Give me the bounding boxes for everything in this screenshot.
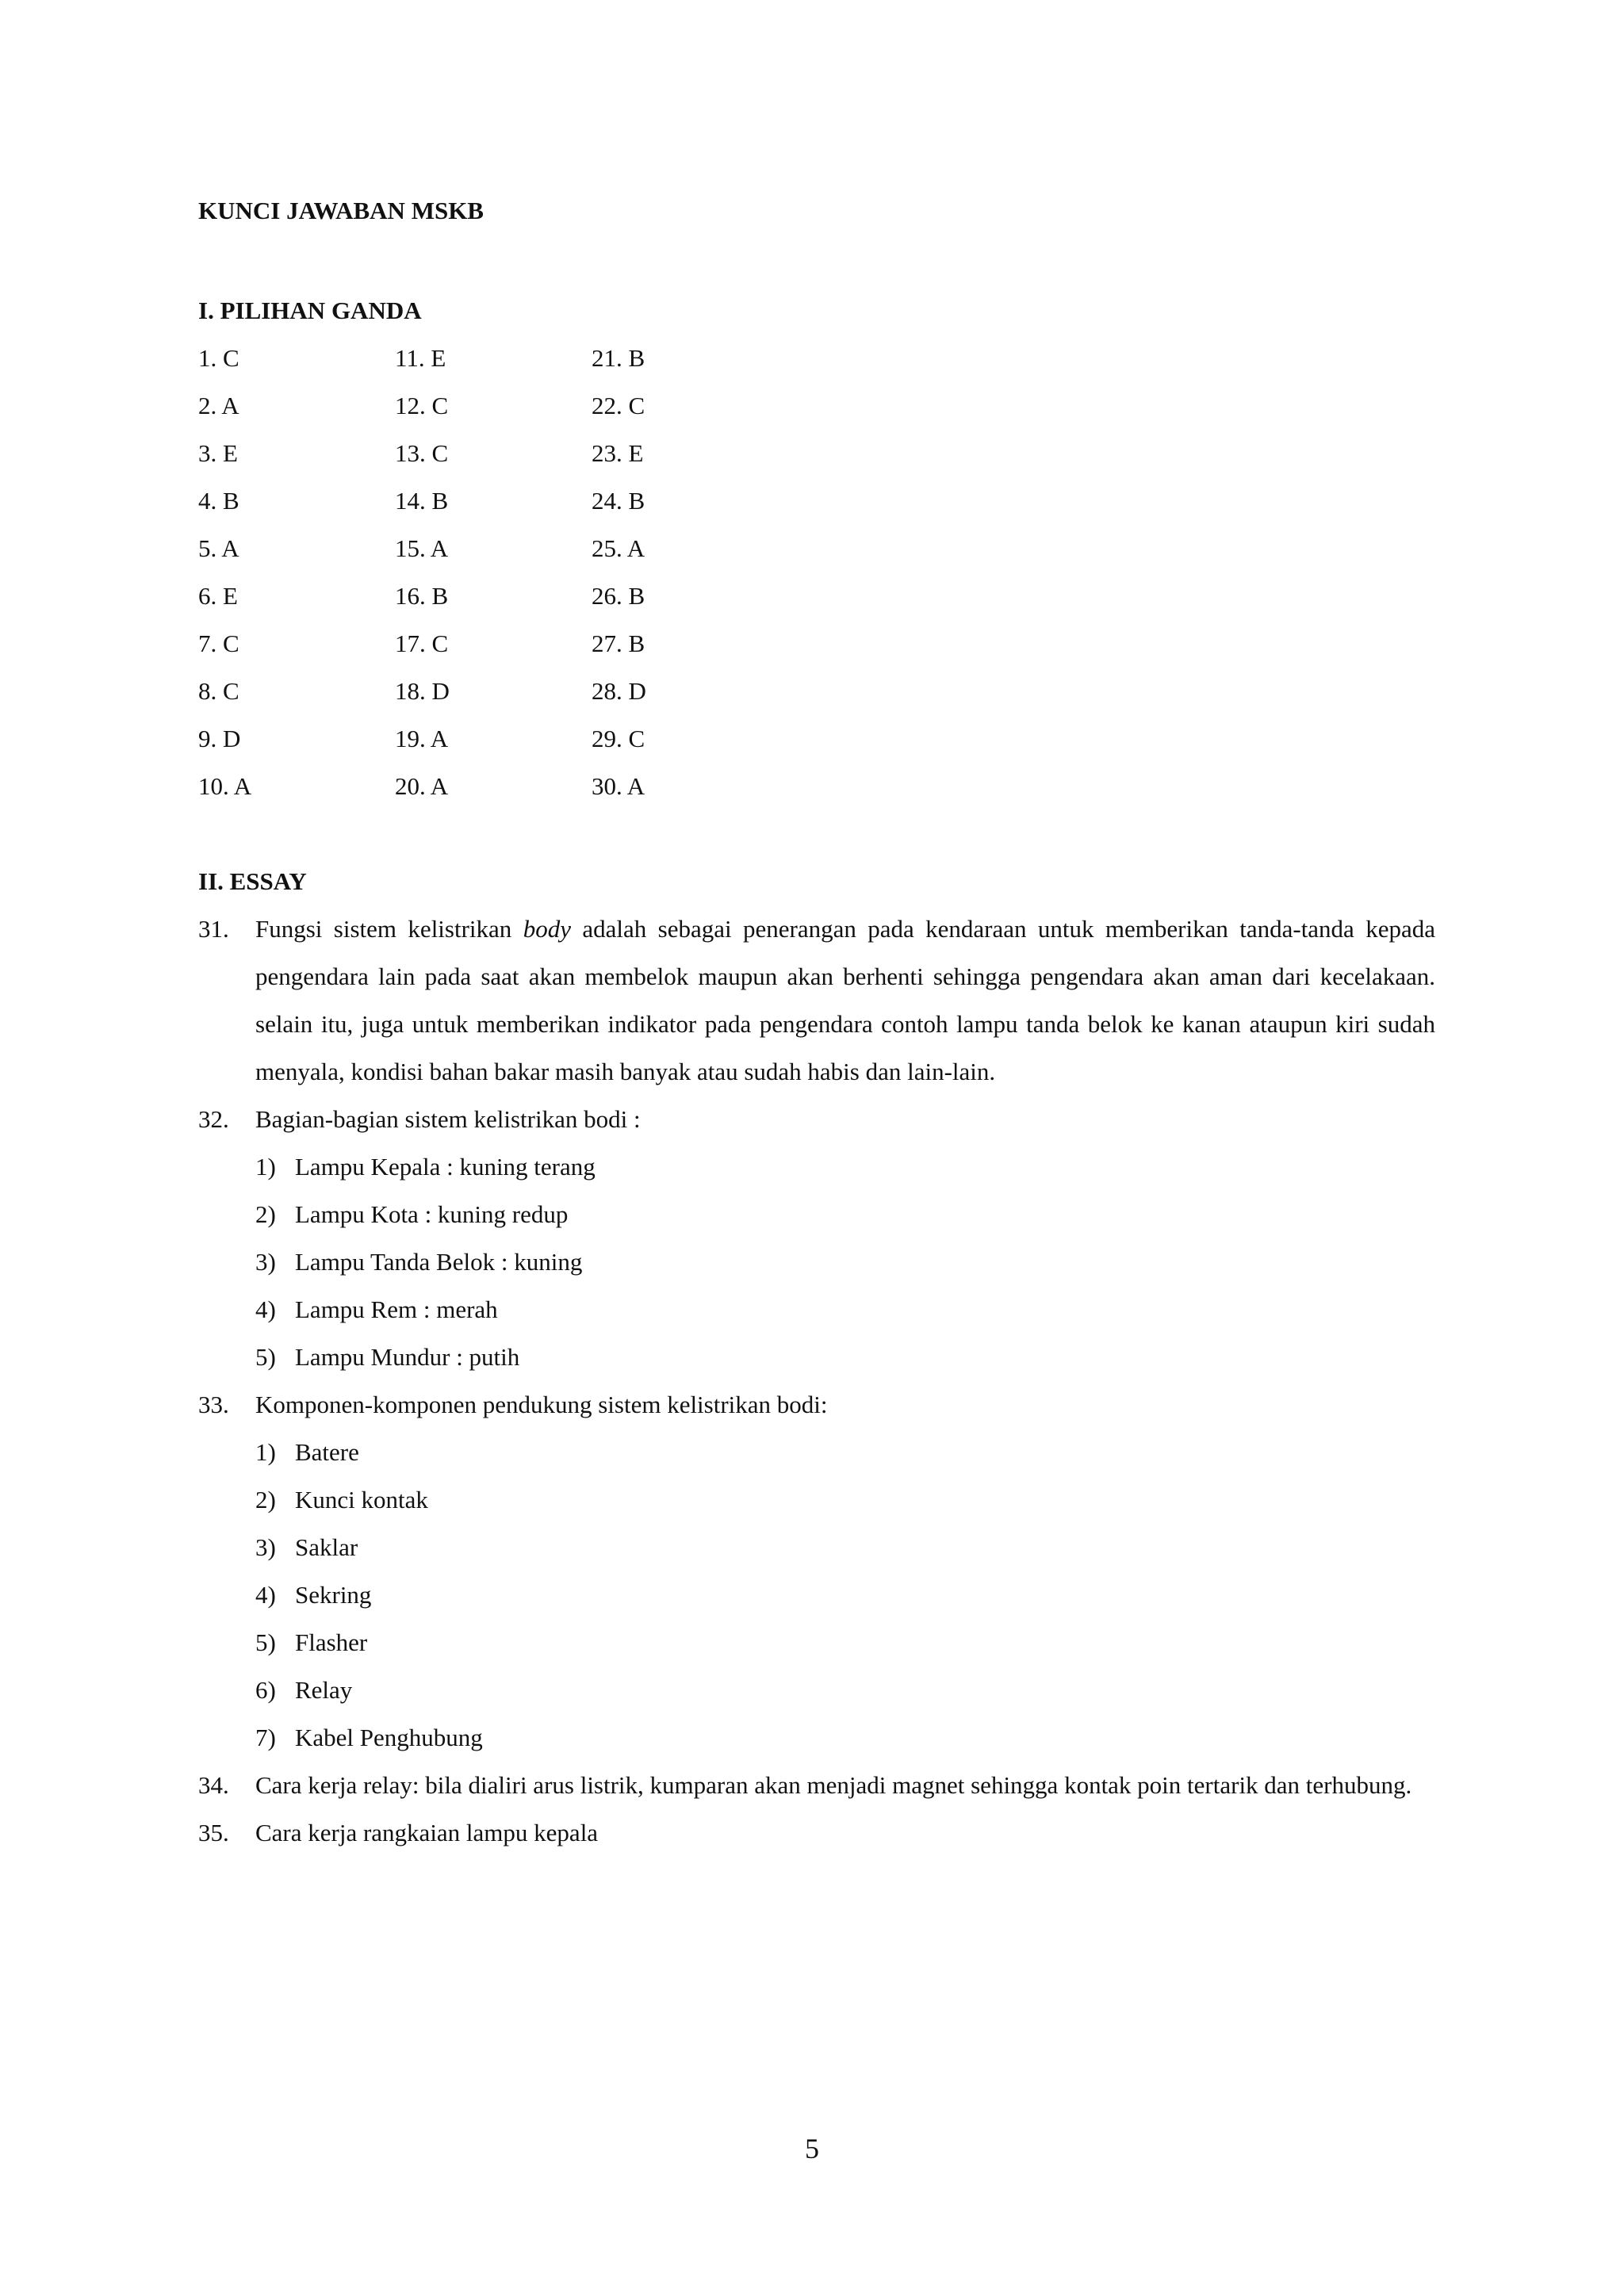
answer-cell: 19. A (395, 725, 449, 752)
question-number: 32. (198, 1105, 229, 1133)
list-item (198, 1191, 1435, 1238)
answer-cell: 24. B (592, 487, 645, 515)
spacer (198, 810, 1435, 858)
list-item (198, 1571, 1435, 1619)
list-item-text: Lampu Rem : merah (295, 1295, 498, 1323)
answer-row (198, 335, 1435, 382)
answer-text: Fungsi sistem kelistrikan (255, 915, 523, 943)
answer-cell: 15. A (395, 534, 449, 562)
essay-answer-35 (198, 1809, 1435, 1857)
page-number: 5 (805, 2133, 819, 2164)
document-title: KUNCI JAWABAN MSKB (198, 197, 484, 224)
list-item-text: Batere (295, 1438, 359, 1466)
essay-answer-32 (198, 1096, 1435, 1143)
list-item-text: Saklar (295, 1533, 358, 1561)
answer-row (198, 715, 1435, 763)
answer-cell: 21. B (592, 344, 645, 372)
list-item-text: Kabel Penghubung (295, 1724, 483, 1751)
list-item (198, 1476, 1435, 1524)
list-item-number: 5) (255, 1343, 276, 1371)
answer-text: Bagian-bagian sistem kelistrikan bodi : (255, 1105, 641, 1133)
question-number: 35. (198, 1819, 229, 1846)
list-item (198, 1334, 1435, 1381)
list-item (198, 1667, 1435, 1714)
list-item-number: 4) (255, 1581, 276, 1609)
answer-text: Komponen-komponen pendukung sistem kelistrikan bodi: (255, 1391, 828, 1418)
answer-cell: 3. E (198, 439, 238, 467)
answer-cell: 30. A (592, 772, 645, 800)
answer-row (198, 668, 1435, 715)
answer-cell: 27. B (592, 629, 645, 657)
list-item-number: 2) (255, 1200, 276, 1228)
list-item (198, 1238, 1435, 1286)
answer-cell: 26. B (592, 582, 645, 610)
list-item (198, 1714, 1435, 1762)
answer-row (198, 477, 1435, 525)
section-heading-essay: II. ESSAY (198, 867, 307, 895)
answer-cell: 17. C (395, 629, 449, 657)
list-item-number: 3) (255, 1533, 276, 1561)
answer-row (198, 382, 1435, 430)
list-item-number: 4) (255, 1295, 276, 1323)
list-item (198, 1429, 1435, 1476)
list-item-number: 7) (255, 1724, 276, 1751)
answer-cell: 2. A (198, 392, 239, 419)
answer-cell: 12. C (395, 392, 449, 419)
section-heading-multiple-choice: I. PILIHAN GANDA (198, 297, 422, 324)
list-item-text: Lampu Kepala : kuning terang (295, 1153, 596, 1181)
answer-row (198, 763, 1435, 810)
answer-text: Cara kerja rangkaian lampu kepala (255, 1819, 599, 1846)
list-item (198, 1286, 1435, 1334)
question-number: 34. (198, 1771, 229, 1799)
question-number: 33. (198, 1391, 229, 1418)
list-item-number: 5) (255, 1628, 276, 1656)
essay-answer-31 (198, 905, 1435, 1096)
answer-emphasis: body (523, 915, 571, 943)
list-item-text: Lampu Mundur : putih (295, 1343, 520, 1371)
answer-cell: 5. A (198, 534, 239, 562)
list-item-number: 2) (255, 1486, 276, 1513)
answer-row (198, 620, 1435, 668)
essay-answer-33 (198, 1381, 1435, 1429)
list-item-text: Flasher (295, 1628, 368, 1656)
answer-row (198, 430, 1435, 477)
list-item-text: Kunci kontak (295, 1486, 428, 1513)
list-item-number: 1) (255, 1438, 276, 1466)
answer-cell: 11. E (395, 344, 446, 372)
answer-cell: 16. B (395, 582, 449, 610)
answer-cell: 10. A (198, 772, 252, 800)
answer-text: Cara kerja relay: bila dialiri arus listrik, kumparan akan menjadi magnet sehingga kontak poin tertarik dan terhubung. (255, 1771, 1412, 1799)
page-content (198, 192, 1435, 1857)
essay-answer-34 (198, 1762, 1435, 1809)
list-item (198, 1143, 1435, 1191)
list-item-text: Lampu Tanda Belok : kuning (295, 1248, 583, 1276)
list-item-text: Sekring (295, 1581, 372, 1609)
answer-cell: 7. C (198, 629, 239, 657)
list-item (198, 1619, 1435, 1667)
answer-cell: 20. A (395, 772, 449, 800)
list-item-text: Lampu Kota : kuning redup (295, 1200, 569, 1228)
answer-cell: 4. B (198, 487, 239, 515)
answer-cell: 25. A (592, 534, 645, 562)
list-item-number: 1) (255, 1153, 276, 1181)
list-item-text: Relay (295, 1676, 353, 1704)
answer-row (198, 572, 1435, 620)
answer-key-table (198, 335, 1435, 810)
answer-cell: 28. D (592, 677, 646, 705)
answer-text: adalah sebagai penerangan pada kendaraan untuk memberikan tanda-tanda kepada pengendara lain pada saat akan membelok maupun akan berhenti sehingga pengendara akan aman dari kecelakaan. selain itu, juga untuk memberikan indikator pada pengendara contoh lampu tanda belok ke kanan ataupun kiri sudah menyala, kondisi bahan bakar masih banyak atau sudah habis dan lain-lain. (255, 915, 1435, 1085)
list-item-number: 6) (255, 1676, 276, 1704)
answer-cell: 6. E (198, 582, 238, 610)
answer-cell: 13. C (395, 439, 449, 467)
answer-cell: 22. C (592, 392, 645, 419)
list-item-number: 3) (255, 1248, 276, 1276)
answer-cell: 14. B (395, 487, 449, 515)
spacer (198, 230, 1435, 287)
answer-cell: 23. E (592, 439, 644, 467)
answer-cell: 8. C (198, 677, 239, 705)
answer-cell: 29. C (592, 725, 645, 752)
answer-cell: 1. C (198, 344, 239, 372)
answer-cell: 18. D (395, 677, 450, 705)
answer-row (198, 525, 1435, 572)
question-number: 31. (198, 915, 229, 943)
answer-cell: 9. D (198, 725, 241, 752)
list-item (198, 1524, 1435, 1571)
